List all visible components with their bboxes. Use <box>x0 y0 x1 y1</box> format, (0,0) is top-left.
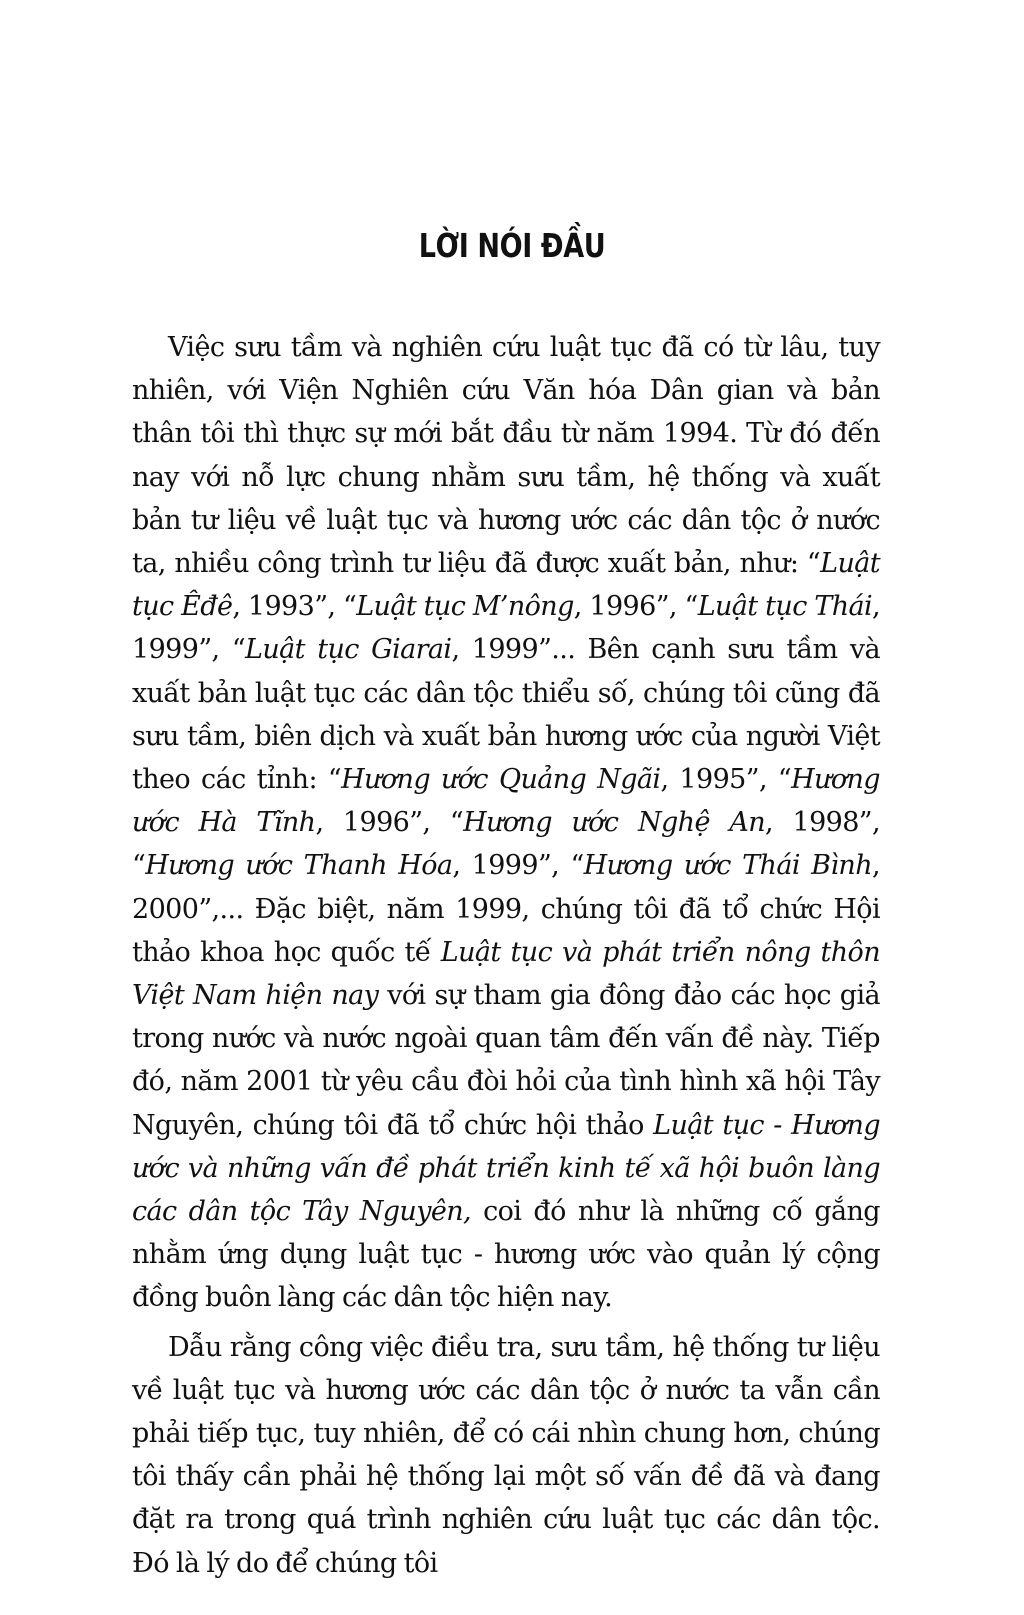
text-run: , 1998”, “ <box>132 807 880 882</box>
italic-text-run: Luật tục Êđê <box>132 548 880 623</box>
text-run: , 1993”, “ <box>232 591 357 623</box>
text-run: , 1996”, “ <box>315 807 464 839</box>
italic-text-run: Hương ước Nghệ An <box>463 807 766 839</box>
italic-text-run: Luật tục Giarai <box>245 634 452 666</box>
italic-text-run: Hương ước Thanh Hóa <box>145 850 453 882</box>
italic-text-run: Luật tục - Hương ước và những vấn đề phát triển kinh tế xã hội buôn làng các dân tộc Tây Nguyên, <box>132 1109 880 1228</box>
body-text <box>132 326 880 1585</box>
text-run: Dẫu rằng công việc điều tra, sưu tầm, hệ thống tư liệu về luật tục và hương ước các dân tộc ở nước ta vẫn cần phải tiếp tục, tuy nhiên, để có cái nhìn chung hơn, chúng tôi thấy cần phải hệ thống lại một số vấn đề đã và đang đặt ra trong quá trình nghiên cứu luật tục các dân tộc. Đó là lý do để chúng tôi <box>132 1331 880 1579</box>
paragraph-1 <box>132 326 880 1320</box>
italic-text-run: Hương ước Hà Tĩnh <box>132 764 880 839</box>
text-run: , 1999”, “ <box>452 850 584 882</box>
text-run: , 2000”,... Đặc biệt, năm 1999, chúng tôi đã tổ chức Hội thảo khoa học quốc tế <box>132 850 880 968</box>
text-run: , 1995”, “ <box>660 764 792 796</box>
text-run: với sự tham gia đông đảo các học giả trong nước và nước ngoài quan tâm đến vấn đề này. Tiếp đó, năm 2001 từ yêu cầu đòi hỏi của tình hình xã hội Tây Nguyên, chúng tôi đã tổ chức hội thảo <box>132 980 880 1141</box>
text-run: coi đó như là những cố gắng nhằm ứng dụng luật tục - hương ước vào quản lý cộng đồng buôn làng các dân tộc hiện nay. <box>132 1196 880 1314</box>
text-run: , 1999”, “ <box>132 591 881 666</box>
text-run: , 1999”... Bên cạnh sưu tầm và xuất bản luật tục các dân tộc thiểu số, chúng tôi cũng đã sưu tầm, biên dịch và xuất bản hương ước của người Việt theo các tỉnh: “ <box>132 634 881 796</box>
page-title: LỜI NÓI ĐẦU <box>418 226 606 265</box>
paragraph-2 <box>132 1326 880 1585</box>
italic-text-run: Hương ước Thái Bình <box>583 850 873 882</box>
text-run: Việc sưu tầm và nghiên cứu luật tục đã có từ lâu, tuy nhiên, với Viện Nghiên cứu Văn hóa Dân gian và bản thân tôi thì thực sự mới bắt đầu từ năm 1994. Từ đó đến nay với nỗ lực chung nhằm sưu tầm, hệ thống và xuất bản tư liệu về luật tục và hương ước các dân tộc ở nước ta, nhiều công trình tư liệu đã được xuất bản, như: “ <box>132 332 880 580</box>
italic-text-run: Luật tục và phát triển nông thôn Việt Nam hiện nay <box>132 936 880 1012</box>
text-run: , 1996”, “ <box>573 591 698 623</box>
italic-text-run: Luật tục Thái <box>697 591 873 623</box>
italic-text-run: Hương ước Quảng Ngãi <box>341 764 661 796</box>
italic-text-run: Luật tục M’nông <box>356 591 574 623</box>
